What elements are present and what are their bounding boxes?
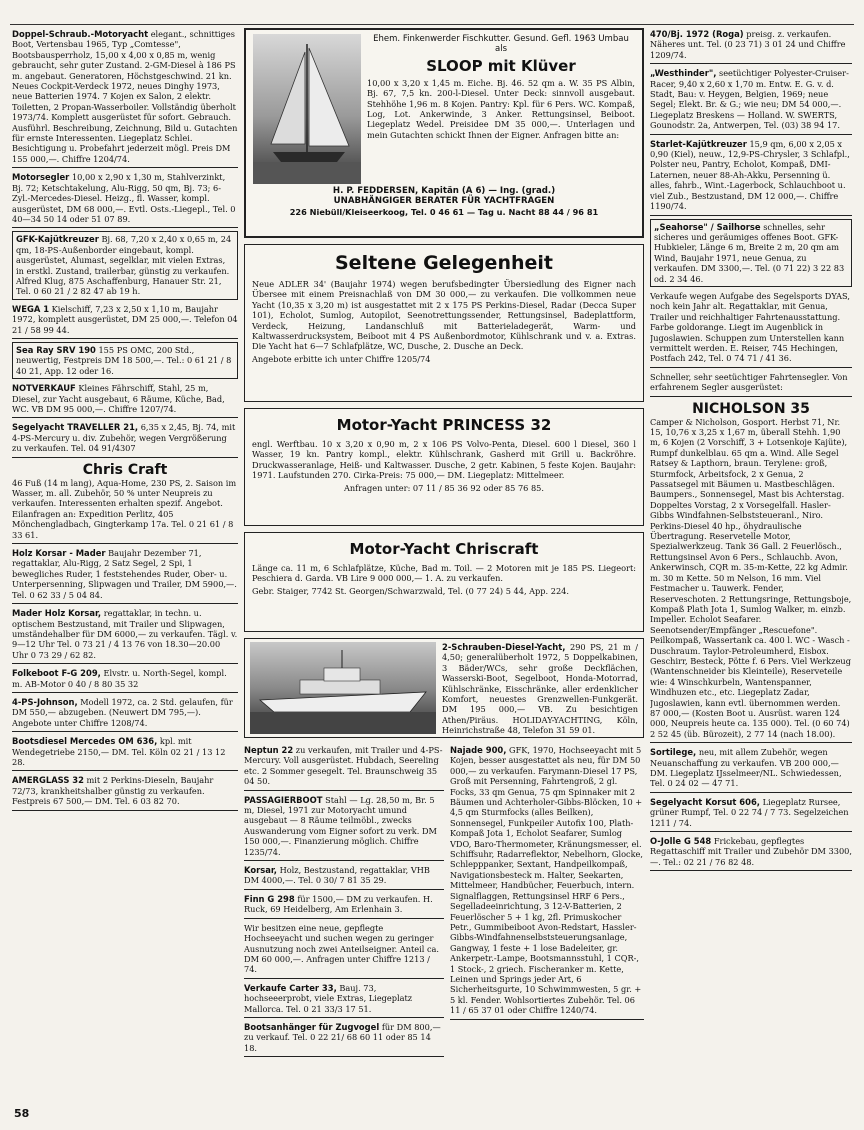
classified-ad: [244, 794, 444, 861]
ad-text: Kielschiff, 7,23 x 2,50 x 1,10 m, Baujahr 1972, komplett ausgerüstet, DM 25 000,—. Telefon 04 21 / 58 99 44.: [12, 303, 238, 335]
seltene-foot: Angebote erbitte ich unter Chiffre 1205/74: [252, 353, 431, 364]
princess-ad-box: [244, 408, 644, 526]
page-number: 58: [14, 1107, 30, 1120]
princess-title: Motor-Yacht PRINCESS 32: [336, 416, 552, 434]
ad-text: regattaklar, in techn. u. optischem Bestzustand, mit Trailer und Slipwagen, umständehalber für DM 6000,— zu verkaufen. Tägl. v. 9—12 Uhr Tel. 0 73 21 / 4 13 76 von 18.30—20.00 Uhr 0 73 29 / 62 82.: [12, 608, 238, 660]
ad-heading: „Seahorse" / Sailhorse: [654, 221, 761, 232]
ad-text: Holz, Bestzustand, regattaklar, VHB DM 4000,—. Tel. 0 30/ 7 81 35 29.: [244, 865, 430, 886]
classified-ad: [12, 607, 238, 664]
classified-ad: [650, 400, 852, 744]
ad-text: elegant., schnittiges Boot, Vertensbau 1965, Typ „Comtesse", Bootsbausperrholz, 15,00 x 4,00 x 0,85 m, wenig gebraucht, sehr guter Zustand. 2-GM-Diesel à 186 PS m. angebaut. Generatoren, Höchstgeschwind. 21 kn. Neues Cockpit-Verdeck 1972, neues Dinghy 1973, neue Batterien 1974. 7 Kojen ex Salon, 2 elektr. Toiletten, 2 Propan-Wasserboiler. Vollständig überholt 1973/74. Komplett ausgerüstet für sofort. Gebrauch. Ausführl. Beschreibung, Zeichnung, Bild u. Gutachten für ernste Interessenten. Liegeplatz Schlei. Besichtigung u. Probefahrt jederzeit mögl. Preis DM 155 000,—. Chiffre 1204/74.: [12, 29, 238, 164]
classified-ad: [650, 746, 852, 793]
classified-ad: [12, 303, 238, 339]
seltene-ad-box: [244, 244, 644, 402]
ad-heading: Bootsanhänger für Zugvogel: [244, 1021, 380, 1032]
chriscraft-title: Motor-Yacht Chriscraft: [349, 540, 539, 558]
classified-ad: [12, 421, 238, 457]
ad-heading: AMERGLASS 32: [12, 775, 84, 786]
classified-ad: [650, 796, 852, 832]
seltene-title: Seltene Gelegenheit: [335, 252, 553, 274]
ad-heading: Bootsdiesel Mercedes OM 636,: [12, 736, 158, 747]
classified-ad: [650, 835, 852, 871]
ad-text: schnelles, sehr sicheres und geräumiges offenes Boot. GFK-Hubkieler, Länge 6 m, Breite 2 m, 20 qm am Wind, Baujahr 1971, neue Genua, zu verkaufen. DM 3300,—. Tel. (0 71 22) 3 22 83 od. 2 34 46.: [654, 221, 845, 284]
ad-text: Bj. 68, 7,20 x 2,40 x 0,65 m, 24 qm, 18-PS-Außenborder eingebaut, kompl. ausgerüstet, Alumast, segelklar, mit vielen Extras, in erstkl. Zustand, trailerbar, günstig zu verkaufen. Alfred Klug, 875 Aschaffenburg, Hanauer Str. 21, Tel. 0 60 21 / 2 82 47 ab 19 h.: [16, 234, 232, 297]
classified-ad: [12, 696, 238, 732]
ad-text: mit 2 Perkins-Dieseln, Baujahr 72/73, krankheitshalber günstig zu verkaufen. Festpreis 67 500,— DM. Tel. 6 03 82 70.: [12, 775, 214, 807]
ad-text: Modell 1972, ca. 2 Std. gelaufen, für DM 550,— abzugeben. (Neuwert DM 795,—). Angebote unter Chiffre 1208/74.: [12, 696, 233, 728]
ad-heading: Segelyacht Korsut 606,: [650, 796, 760, 807]
sloop-photo: [253, 34, 361, 184]
ad-text: 46 Fuß (14 m lang), Aqua-Home, 230 PS, 2. Saison im Wasser, m. all. Zubehör, 50 % unter Neupreis zu verkaufen. Interessenten erhalten spezif. Angebot. Eilanfragen an: Expedition Perlitz, 405 Mönchengladbach, Gingterkamp 17a. Tel. 0 21 61 / 8 33 61.: [12, 477, 237, 540]
ad-text: für DM 800,— zu verkauf. Tel. 0 22 21/ 68 60 11 oder 85 14 18.: [244, 1021, 441, 1053]
princess-foot: Anfragen unter: 07 11 / 85 36 92 oder 85 76 85.: [344, 482, 544, 493]
ad-heading: „Westhinder",: [650, 68, 717, 79]
middle-right-column: [450, 744, 644, 1023]
left-column: [12, 28, 238, 814]
ad-text: Liegeplatz Rursee, grüner Rumpf, Tel. 0 22 74 / 7 73. Segelzeichen 1211 / 74.: [650, 796, 849, 828]
sloop-title: SLOOP mit Klüver: [426, 56, 576, 75]
motor-yacht-icon: [250, 642, 436, 734]
classified-ad: [244, 1021, 444, 1057]
ad-heading: 4-PS-Johnson,: [12, 696, 78, 707]
top-rule: [10, 24, 854, 25]
chriscraft-text: Länge ca. 11 m, 6 Schlafplätze, Küche, Bad m. Toil. — 2 Motoren mit je 185 PS. Liegeort: Peschiera d. Garda. VB Lire 9 000 000,— 1. A. zu verkaufen.: [252, 563, 636, 584]
classified-ad: [12, 461, 238, 544]
classified-ad: [244, 744, 444, 791]
ad-heading: Starlet-Kajütkreuzer: [650, 138, 747, 149]
sloop-contact-name: H. P. FEDDERSEN, Kapitän (A 6) — Ing. (grad.): [332, 186, 556, 196]
classified-ad: [650, 28, 852, 64]
ad-heading: Korsar,: [244, 865, 277, 876]
ad-heading: Folkeboot F-G 209,: [12, 668, 101, 679]
classified-ad: [244, 982, 444, 1018]
ad-text: preisg. z. verkaufen. Näheres unt. Tel. (0 23 71) 3 01 24 und Chiffre 1209/74.: [650, 29, 846, 60]
sloop-intro: Ehem. Finkenwerder Fischkutter. Gesund. Gefl. 1963 Umbau als: [373, 34, 629, 55]
right-column: [650, 28, 852, 874]
classified-ad: [650, 219, 852, 287]
classified-ad: [12, 342, 238, 379]
ad-text: kpl. mit Wendegetriebe 2150,— DM. Tel. Köln 02 21 / 13 12 28.: [12, 736, 226, 767]
classified-ad: [450, 744, 644, 1020]
ad-heading: Holz Korsar - Mader: [12, 548, 106, 559]
ad-text: zu verkaufen, mit Trailer und 4-PS-Mercury. Voll ausgerüstet. Hubdach, Seereling etc. 2 Sommer gesegelt. Tel. Braunschweig 35 04 50.: [244, 745, 443, 787]
ad-heading: WEGA 1: [12, 303, 50, 314]
ad-text: 6,35 x 2,45, Bj. 74, mit 4-PS-Mercury u. div. Zubehör, wegen Vergrößerung zu verkaufen. Tel. 04 91/4307: [12, 422, 236, 454]
ad-heading: Sea Ray SRV 190: [16, 344, 96, 355]
chriscraft-foot: Gebr. Staiger, 7742 St. Georgen/Schwarzwald, Tel. (0 77 24) 5 44, App. 224.: [252, 585, 569, 596]
sailboat-icon: [253, 34, 361, 184]
classified-ad: [12, 171, 238, 228]
ad-heading: O-Jolle G 548: [650, 836, 712, 847]
ad-heading: PASSAGIERBOOT: [244, 794, 323, 805]
ad-text: Verkaufe wegen Aufgabe des Segelsports DYAS, noch kein Jahr alt. Regattaklar, mit Genua, Trailer und reichhaltiger Fahrtenausstattung. Farbe goldorange. Liegt im Augenblick in Jugoslawien. Schuppen zum Unterstellen kann vermittelt werden. E. Reiser, 745 Hechingen, Postfach 242, Tel. 0 74 71 / 41 36.: [650, 290, 850, 364]
ad-text: 10,00 x 2,90 x 1,30 m, Stahlverzinkt, Bj. 72; Ketschtakelung, Alu-Rigg, 50 qm, Bj. 73; 6-Zyl.-Mercedes-Diesel. Heizg., fl. Wasser, kompl. ausgerüstet, DM 68 000,—. Evtl. Osts.-Liegepl., Tel. 0 40—34 50 14 oder 51 07 89.: [12, 172, 236, 224]
classified-ad: [650, 67, 852, 134]
ad-heading: Sortilege,: [650, 747, 697, 758]
ad-text: seetüchtiger Polyester-Cruiser-Racer, 9,40 x 2,60 x 1,70 m. Entw. E. G. v. d. Stadt, Bau: v. Heygen, Belgien, 1969; neue Segel; Elekt. Br. & G.; wie neu; DM 54 000,—. Liegeplatz Breskens — Holland. W. SWERTS, Gounodstr. 2a, Antwerpen, Tel. (03) 38 94 17.: [650, 68, 849, 131]
classified-ad: [12, 735, 238, 771]
ad-heading: Motorsegler: [12, 172, 70, 183]
ad-text: Kleines Fährschiff, Stahl, 25 m, Diesel, zur Yacht ausgebaut, 6 Räume, Küche, Bad, WC. VB DM 95 000,—. Chiffre 1207/74.: [12, 383, 225, 414]
classified-ad: [650, 290, 852, 368]
ad-heading: Najade 900,: [450, 745, 507, 755]
ad-text: Camper & Nicholson, Gosport. Herbst 71, Nr. 15, 10,76 x 3,25 x 1,67 m, überall Stehh. 1,90 m, 6 Kojen (2 Vorschiff, 3 + Lotsenkoje Kajüte), Rumpf dunkelblau. 65 qm a. Wind. Alle Segel Ratsey & Lapthorn, braun. Terylene: groß, Sturmfock, Arbeitsfock, 2 x Genua, 2 Passatsegel mit Bäumen u. Mastbeschlägen. Baumpers., Sonnensegel, Mast bis Achterstag. Doppeltes Vorstag, 2 x Vorsegelfall. Hasler-Gibbs Windfahnen-Selbststeueranl., Niro. Perkins-Diesel 40 hp., öhydraulische Übertragung. Reservetelle Motor, Spezialwerkzeug. Tank 36 Gall. 2 Feuerlösch., Rettungsinsel Avon 6 Pers., Schlauchb. Avon, Ankerwinsch, CQR m. 35-m-Kette, 22 kg Admir. m. 30 m Kette. 50 m Nelson, 16 mm. Viel Festmacher u. Tauwerk. Fender, Reserveschoten. 2 Rettungsringe, Rettungsboje, Kompaß Plath Jota 1, Sumlog Walker, m. einzb. Impeller. Echolot Seafarer. Seenotsender/Empfänger „Rescuefone". Peilkompaß, Wassertank ca. 400 l. WC - Wasch - Duschraum. Taylor-Petroleumherd, Eisbox. Geschirr, Besteck, Pötte f. 6 Pers. Viel Werkzeug (Wantenschneider bis Kleinteile), Reserveteile wie: 4 Winschkurbeln, Wantenspanner, Windhuzen etc., etc. Liegeplatz Zadar, Jugoslawien, kann evtl. übernommen werden. 87 000,— (Kosten Boot u. Ausrüst. waren 124 000, Neupreis heute ca. 135 000). Tel. (0 60 74) 2 52 45 (üb. Bürozeit), 2 77 14 (nach 18.00).: [650, 416, 852, 739]
ad-heading: Finn G 298: [244, 893, 295, 904]
classified-ad: [12, 231, 238, 299]
middle-boxes: [244, 28, 644, 1130]
ad-heading: Mader Holz Korsar,: [12, 608, 102, 619]
sloop-contact-address: 226 Niebüll/Kleiseerkoog, Tel. 0 46 61 — Tag u. Nacht 88 44 / 96 81: [289, 206, 599, 217]
sloop-contact-title: UNABHÄNGIGER BERATER FÜR YACHTFRAGEN: [333, 196, 555, 207]
classified-ad: [244, 922, 444, 979]
ad-text: 15,9 qm, 6,00 x 2,05 x 0,90 (Kiel), neuw., 12,9-PS-Chrysler, 3 Schlafpl., Polster neu, Pantry, Echolot, Kompaß, DMI-Laternen, neuer 88-Ah-Akku, Persenning ü. alles, fahrb., Wint.-Lagerbock, Schlauchboot u. viel Zub., Bestzustand, DM 12 000,—. Chiffre 1190/74.: [650, 138, 850, 212]
ad-text: Baujahr Dezember 71, regattaklar, Alu-Rigg, 2 Satz Segel, 2 Spi, 1 bewegliches Ruder, 1 feststehendes Ruder, Ober- u. Unterpersenning, Slipwagen und Trailer, DM 5900,—. Tel. 0 62 33 / 5 04 84.: [12, 548, 237, 600]
diesel-yacht-head: 2-Schrauben-Diesel-Yacht,: [442, 642, 566, 652]
classified-ad: [244, 893, 444, 919]
ad-heading: Neptun 22: [244, 745, 294, 755]
ad-heading: GFK-Kajütkreuzer: [16, 234, 99, 245]
sloop-text: 10,00 x 3,20 x 1,45 m. Eiche. Bj. 46. 52 qm a. W. 35 PS Albin, Bj. 67, 7,5 kn. 200-l-Diesel. Unter Deck: sinnvoll ausgebaut. Stehhöhe 1,96 m. 8 Kojen. Pantry: Kpl. für 6 Pers. WC. Kompaß, Log, Lot. Ankerwinde, 3 Anker. Rettungsinsel, Beiboot. Liegeplatz Wedel. Preisidee DM 35 000,—. Unterlagen und mein Gutachten schickt Ihnen der Eigner. Anfragen bitte an:: [367, 77, 635, 140]
chriscraft-ad-box: [244, 532, 644, 632]
ad-text: GFK, 1970, Hochseeyacht mit 5 Kojen, besser ausgestattet als neu, für DM 50 000,— zu verkaufen. Farymann-Diesel 17 PS, Groß mit Persenning, Fahrtengroß, 2 gl. Focks, 33 qm Genua, 75 qm Spinnaker mit 2 Bäumen und Achterholer-Gibbs-Blöcken, 10 + 4,5 qm Sturmfocks (alles Beilken), Sonnensegel, Funkpeiler Autofix 100, Plath-Kompaß Jota 1, Echolot Seafarer, Sumlog VDO, Baro-Thermometer, Kränungsmesser, el. Schiffsuhr, Radarreflektor, Nebelhorn, Glocke, Schlepppanker, Sextant, Handpeilkompaß, Navigationsbesteck m. Halter, Seekarten, Mittelmeer, Handbücher, Feuerbuch, intern. Signalflaggen, Rettungsinsel HRF 6 Pers., Segelladeeinrichtung, 3 12-V-Batterien, 2 Feuerlöscher 5 + 1 kg, 2fl. Primuskocher Petr., Gummibeiboot Avon-Redstart, Hassler-Gibbs-Windfahnenselbststeuerungsanlage, Gangway, 1 feste + 1 lose Badeleiter, gr. Ankerpetr.-Lampe, Bootsmannsstuhl, 1 CQR-, 1 Stock-, 2 griech. Fischeranker m. Kette, Leinen und Springs jeder Art, 6 Sicherheitsgurte, 10 Schwimmwesten, 5 gr. + 5 kl. Fender. Wohlsortiertes Zubehör. Tel. 06 11 / 65 37 01 oder Chiffre 1240/74.: [450, 745, 643, 1016]
ad-heading: Chris Craft: [82, 461, 168, 478]
ad-text: neu, mit allem Zubehör, wegen Neuanschaffung zu verkaufen. VB 200 000,— DM. Liegeplatz IJsselmeer/NL. Schwiedessen, Tel. 0 24 02 — 47 71.: [650, 747, 842, 789]
princess-text: engl. Werftbau. 10 x 3,20 x 0,90 m, 2 x 106 PS Volvo-Penta, Diesel. 600 l Diesel, 360 l Wasser, 19 kn. Pantry kompl., elektr. Kühlschrank, Gasherd mit Grill u. Backröhre. Druckwasseranlage, Heiß- und Kaltwasser. Dusche, 2 getr. Kabinen, 5 feste Kojen. Baujahr: 1971. Laufstunden 270. Cirka-Preis: 75 000,— DM. Liegeplatz: Mittelmeer.: [252, 439, 636, 481]
classified-ad: [650, 138, 852, 216]
ad-heading: NICHOLSON 35: [692, 400, 810, 417]
ad-heading: Verkaufe Carter 33,: [244, 982, 337, 993]
ad-text: Elvstr. u. North-Segel, kompl. m. AB-Motor 0 40 / 8 80 35 32: [12, 668, 227, 689]
classified-ad: [12, 667, 238, 693]
ad-heading: Segelyacht TRAVELLER 21,: [12, 422, 139, 433]
classified-ad: [244, 864, 444, 890]
ad-text: Stahl — Lg. 28,50 m, Br. 5 m, Diesel, 1971 zur Motoryacht umund ausgebaut — 8 Räume teilmöbl., zwecks Auswanderung vom Eigner sofort zu verk. DM 150 000,—. Finanzierung möglich. Chiffre 1235/74.: [244, 794, 437, 857]
diesel-yacht-text: 290 PS, 21 m / 4,50; generalüberholt 1972, 5 Doppelkabinen, 3 Bäder/WCs, sehr große Deckflächen, Wasserski-Boot, Segelboot, Honda-Motorrad, Kühlschränke, Eisschränke, aller erdenklicher Komfort, neuestes Grenzwellen-Funkgerät. DM 195 000,— VB. Zu besichtigen Athen/Piräus. HOLIDAY-YACHTING, Köln, Heinrichstraße 48, Telefon 31 59 01.: [442, 642, 638, 736]
middle-left-column: [244, 744, 444, 1060]
sloop-ad-box: [244, 28, 644, 238]
ad-text: 155 PS OMC, 200 Std., neuwertig, Festpreis DM 18 500,—. Tel.: 0 61 21 / 8 40 21, App. 12 oder 16.: [16, 344, 232, 376]
ad-heading: NOTVERKAUF: [12, 383, 76, 394]
diesel-yacht-ad-box: [244, 638, 644, 738]
classified-ad: [12, 774, 238, 810]
ad-text: Frickebau, gepflegtes Regattaschiff mit Trailer und Zubehör DM 3300,—. Tel.: 02 21 / 76 82 48.: [650, 836, 852, 867]
classified-ad: [12, 547, 238, 604]
classified-ad: [12, 382, 238, 418]
ad-heading: Doppel-Schraub.-Motoryacht: [12, 29, 149, 39]
ad-heading: 470/Bj. 1972 (Roga): [650, 29, 744, 39]
ad-text: Schneller, sehr seetüchtiger Fahrtensegler. Von erfahrenem Segler ausgerüstet:: [650, 371, 848, 393]
ad-text: für 1500,— DM zu verkaufen. H. Ruck, 69 Heidelberg, Am Erlenhain 3.: [244, 893, 433, 915]
ad-text: Wir besitzen eine neue, gepflegte Hochseeyacht und suchen wegen zu geringer Ausnutzung noch zwei Anteilseigner. Anteil ca. DM 60 000,—. Anfragen unter Chiffre 1213 / 74.: [244, 922, 440, 975]
classified-ad: [12, 28, 238, 168]
motor-yacht-photo: [250, 642, 436, 734]
seltene-text: Neue ADLER 34' (Baujahr 1974) wegen berufsbedingter Übersiedlung des Eigner nach Übersee mit einem Preisnachlaß von DM 30 000,— zu verkaufen. Die vollkommen neue Yacht (10,35 x 3,20 m) ist ausgestattet mit 2 x 175 PS Perkins-Diesel, Radar (Decca Super 101), Echolot, Sumlog, Autopilot, Seenotrettungssender, Rettungsinsel, Badeplattform, Verdeck, Heizung, Landanschluß mit Batterieladegerät, Warm- und Kaltwasserdrucksystem, Beiboot mit 4 PS Außenbordmotor, Kühlschrank und v. a. Extras. Die Yacht hat 6—7 Schlafplätze, WC, Dusche, 2. Dusche an Deck.: [252, 279, 636, 352]
classified-ad: [650, 371, 852, 397]
ad-text: Bauj. 73, hochseeerprobt, viele Extras, Liegeplatz Mallorca. Tel. 0 21 33/3 17 51.: [244, 982, 413, 1014]
